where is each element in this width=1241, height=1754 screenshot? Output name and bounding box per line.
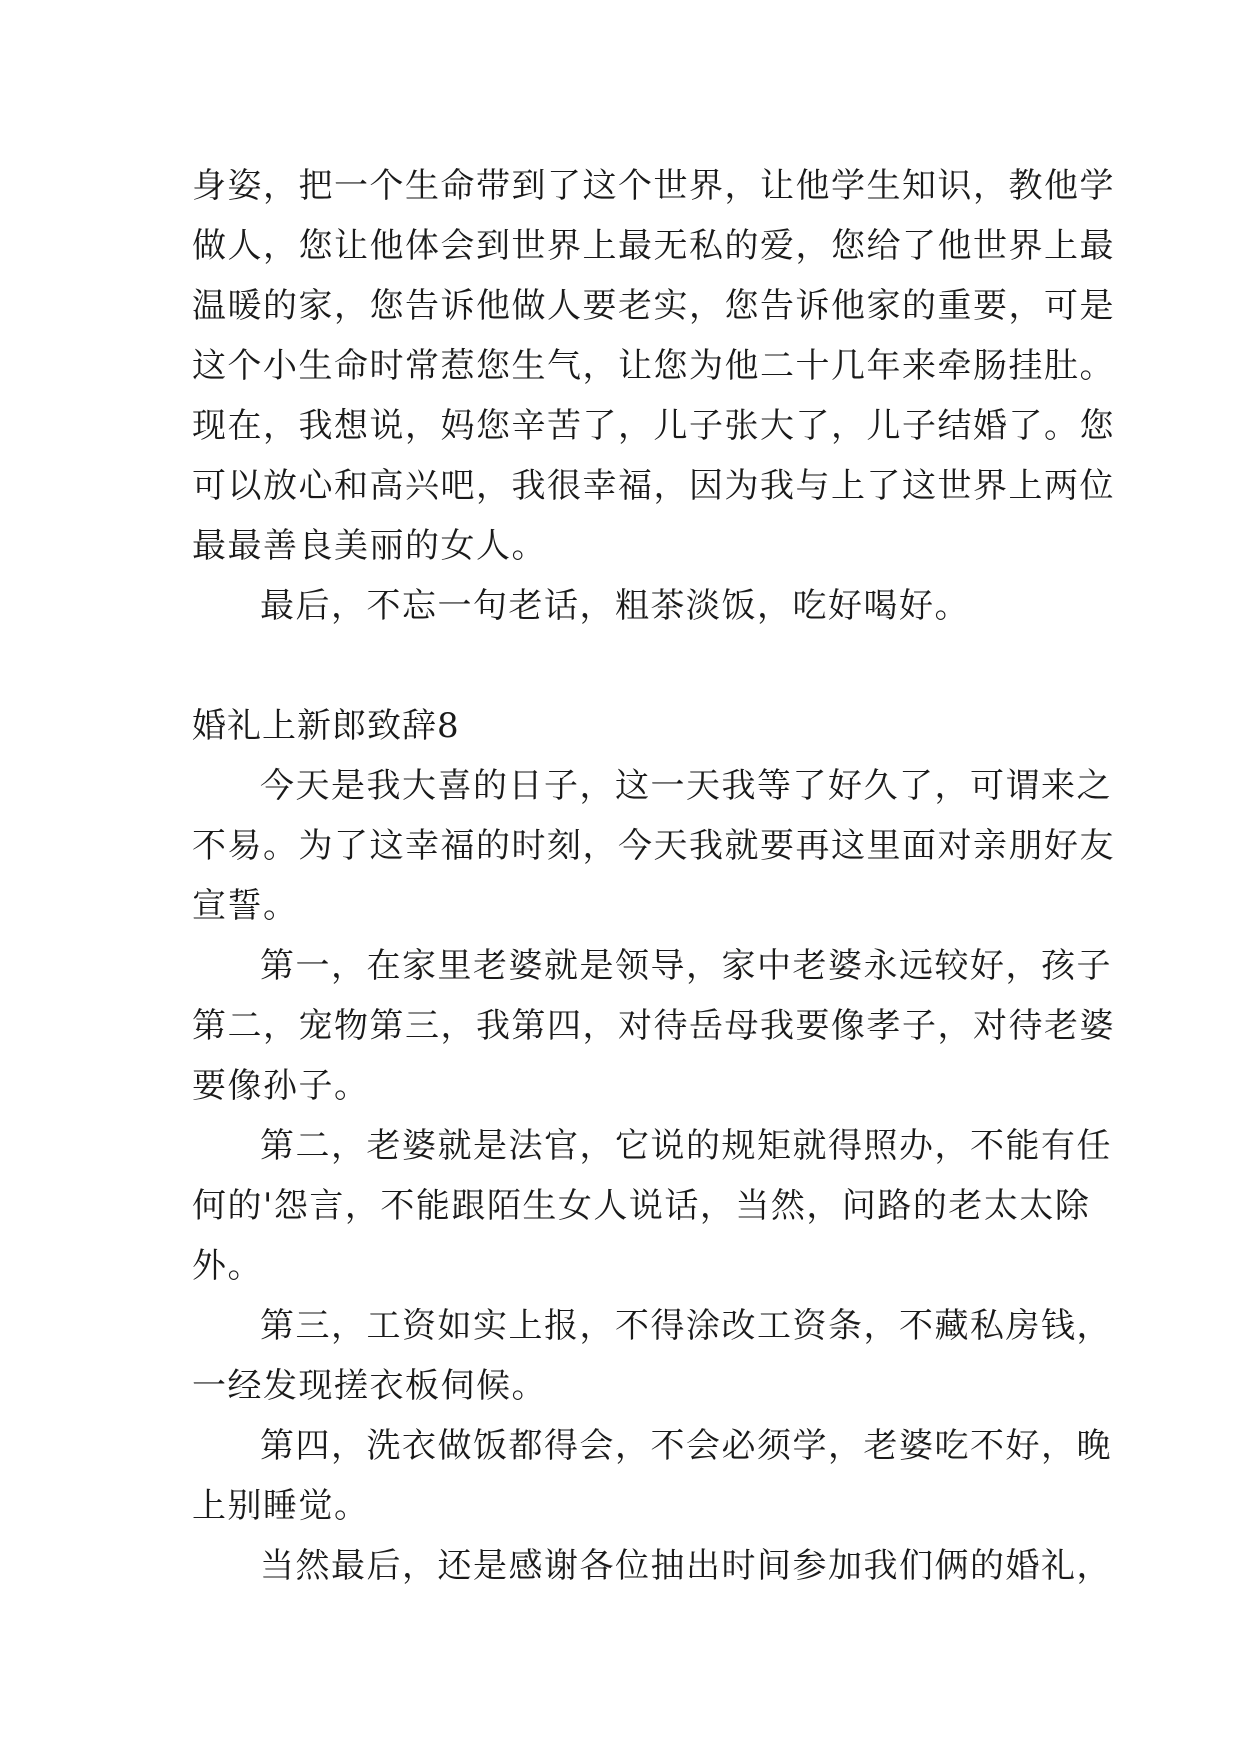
paragraph	[192, 936, 1115, 1116]
text-line: 做人，您让他体会到世界上最无私的爱，您给了他世界上最	[192, 226, 1115, 266]
text-line: 这个小生命时常惹您生气，让您为他二十几年来牵肠挂肚。	[192, 346, 1115, 386]
text-line: 身姿，把一个生命带到了这个世界，让他学生知识，教他学	[192, 166, 1115, 206]
paragraph	[192, 1536, 1112, 1596]
text-line: 第一，在家里老婆就是领导，家中老婆永远较好，孩子	[260, 946, 1112, 986]
paragraph	[192, 1296, 1112, 1416]
text-line: 第三，工资如实上报，不得涂改工资条，不藏私房钱，	[260, 1306, 1112, 1346]
text-line: 第四，洗衣做饭都得会，不会必须学，老婆吃不好，晚	[260, 1426, 1112, 1466]
paragraph	[192, 1416, 1112, 1536]
document-body	[192, 156, 1115, 1596]
text-line: 何的'怨言，不能跟陌生女人说话，当然，问路的老太太除	[192, 1186, 1091, 1226]
text-line: 上别睡觉。	[192, 1486, 370, 1526]
text-line: 当然最后，还是感谢各位抽出时间参加我们俩的婚礼，	[260, 1546, 1112, 1586]
paragraph	[192, 576, 1072, 636]
paragraph	[192, 1116, 1112, 1296]
text-line: 第二，宠物第三，我第四，对待岳母我要像孝子，对待老婆	[192, 1006, 1115, 1046]
text-line: 温暖的家，您告诉他做人要老实，您告诉他家的重要，可是	[192, 286, 1115, 326]
text-line: 今天是我大喜的日子，这一天我等了好久了，可谓来之	[260, 766, 1112, 806]
text-line: 可以放心和高兴吧，我很幸福，因为我与上了这世界上两位	[192, 466, 1115, 506]
section-title: 婚礼上新郎致辞8	[192, 706, 460, 746]
text-line: 要像孙子。	[192, 1066, 370, 1106]
text-line: 最后，不忘一句老话，粗茶淡饭，吃好喝好。	[260, 586, 970, 626]
text-line: 不易。为了这幸福的时刻，今天我就要再这里面对亲朋好友	[192, 826, 1115, 866]
text-line: 最最善良美丽的女人。	[192, 526, 547, 566]
paragraph	[192, 756, 1115, 936]
text-line: 现在，我想说，妈您辛苦了，儿子张大了，儿子结婚了。您	[192, 406, 1115, 446]
text-line: 第二，老婆就是法官，它说的规矩就得照办，不能有任	[260, 1126, 1112, 1166]
text-line: 一经发现搓衣板伺候。	[192, 1366, 547, 1406]
text-line: 宣誓。	[192, 886, 299, 926]
text-line: 外。	[192, 1246, 263, 1286]
paragraph	[192, 156, 1115, 576]
blank-line	[192, 636, 1072, 696]
